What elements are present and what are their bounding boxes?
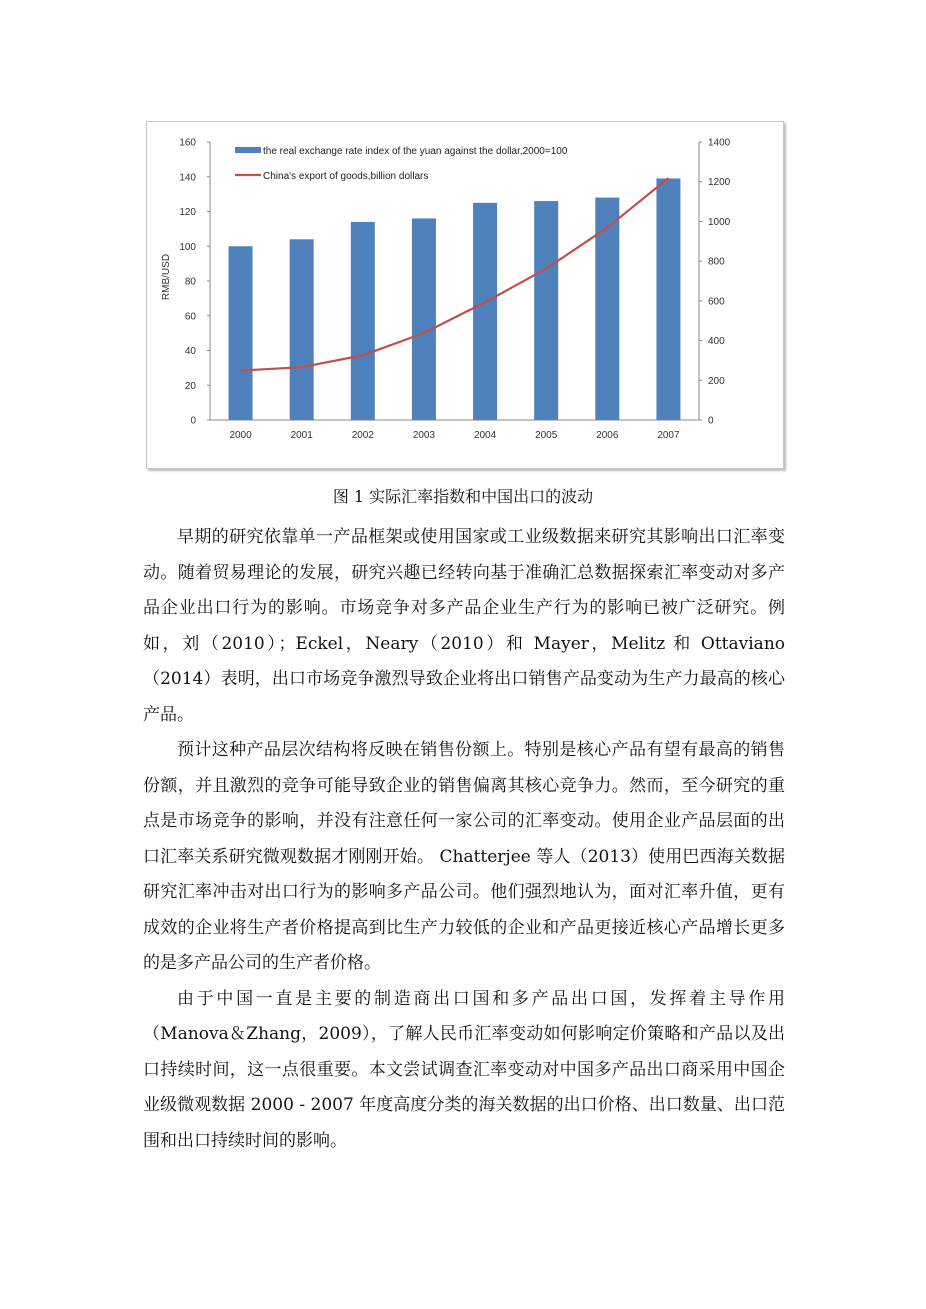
y-tick-label: 160 [179,137,196,149]
bar [412,218,436,420]
y-tick-label: 140 [179,172,196,184]
bar [290,239,314,420]
y-tick-label: 40 [184,346,196,357]
y2-tick-label: 1000 [708,216,731,228]
x-tick-label: 2003 [412,430,436,441]
bar [473,203,497,420]
combo-chart [147,122,783,468]
y-tick-label: 60 [184,311,196,323]
y2-tick-label: 1400 [708,137,731,149]
chart-container [146,121,784,469]
y2-tick-label: 800 [708,256,725,268]
bar [229,246,253,420]
x-tick-label: 2006 [596,430,619,441]
y2-tick-label: 1200 [708,177,731,189]
bar [656,178,680,420]
y2-tick-label: 200 [708,375,725,387]
y2-tick-label: 400 [708,336,725,348]
x-tick-label: 2002 [351,430,374,441]
x-tick-label: 2007 [657,430,680,441]
x-tick-label: 2005 [535,430,558,441]
y2-tick-label: 600 [708,296,725,308]
paragraph-2: 预计这种产品层次结构将反映在销售份额上。特别是核心产品有望有最高的销售份额，并且激烈的竞争可能导致企业的销售偏离其核心竞争力。然而，至今研究的重点是市场竞争的影响，并没有注意任何一家公司的汇率变动。使用企业产品层面的出口汇率关系研究微观数据才刚刚开始。 Chatterjee 等人（2013）使用巴西海关数据研究汇率冲击对出口行为的影响多产品公司。他们强烈地认为，面对汇率升值，更有成效的企业将生产者价格提高到比生产力较低的企业和产品更接近核心产品增长更多的是多产品公司的生产者价格。 [143,740,785,973]
y-axis-label: RMB/USD [161,253,172,301]
bar [351,222,375,420]
x-tick-label: 2004 [473,430,497,441]
x-tick-label: 2000 [229,430,252,441]
y-tick-label: 120 [179,207,196,218]
bar [534,201,558,420]
y-tick-label: 100 [179,241,196,253]
x-tick-label: 2001 [290,430,313,441]
paragraph-3: 由于中国一直是主要的制造商出口国和多产品出口国，发挥着主导作用（Manova＆Zhang，2009），了解人民币汇率变动如何影响定价策略和产品以及出口持续时间，这一点很重要。本文尝试调查汇率变动对中国多产品出口商采用中国企业级微观数据 2000 - 2007 年度高度分类的海关数据的出口价格、出口数量、出口范围和出口持续时间的影响。 [143,988,785,1151]
y-tick-label: 20 [184,380,196,392]
figure-caption: 图 1 实际汇率指数和中国出口的波动 [332,487,594,506]
y-tick-label: 0 [190,415,196,427]
y-tick-label: 80 [184,276,196,288]
legend-line-label: China's export of goods,billion dollars [263,171,429,182]
paragraph-1: 早期的研究依靠单一产品框架或使用国家或工业级数据来研究其影响出口汇率变动。随着贸易理论的发展，研究兴趣已经转向基于准确汇总数据探索汇率变动对多产品企业出口行为的影响。市场竞争对多产品企业生产行为的影响已被广泛研究。例如，刘（2010）；Eckel，Neary（2010）和 Mayer，Melitz 和 Ottaviano（2014）表明，出口市场竞争激烈导致企业将出口销售产品变动为生产力最高的核心产品。 [143,527,785,725]
legend-bar-swatch [235,147,261,153]
legend-bar-label: the real exchange rate index of the yuan against the dollar,2000=100 [263,146,568,157]
bar [595,198,619,420]
y2-tick-label: 0 [708,415,714,427]
body-text [143,520,785,1159]
